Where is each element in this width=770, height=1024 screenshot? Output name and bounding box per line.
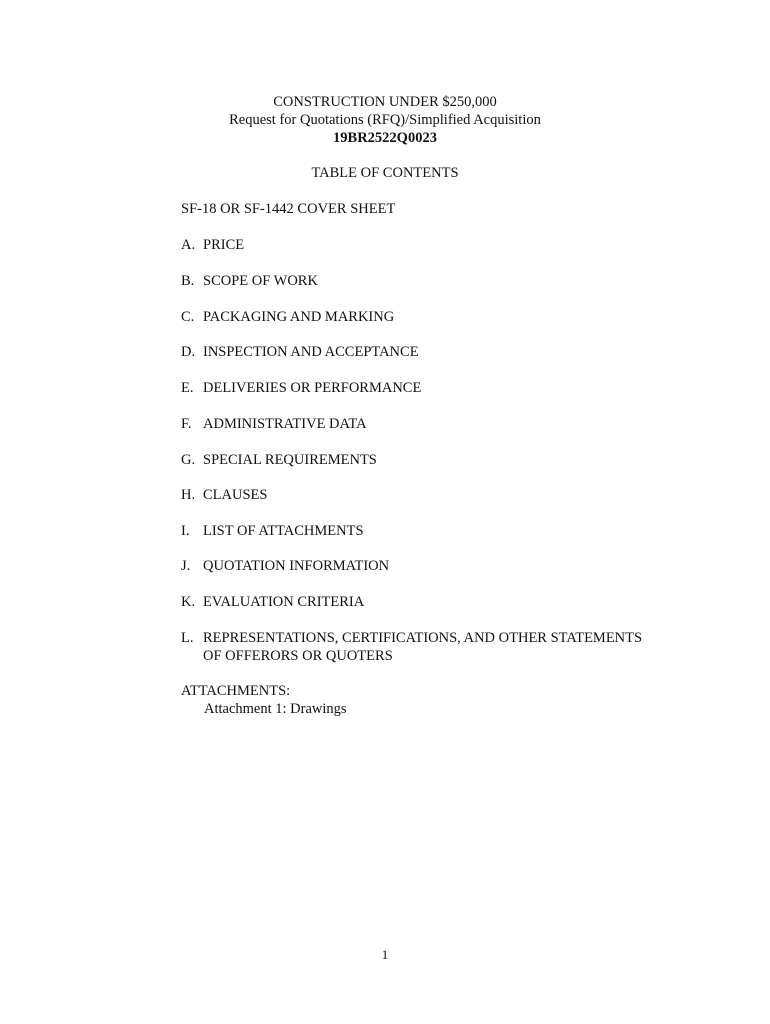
toc-item-k [181, 593, 364, 611]
toc-item-letter: I. [181, 523, 190, 539]
toc-item-title: SCOPE OF WORK [203, 273, 318, 289]
toc-item-title: EVALUATION CRITERIA [203, 594, 365, 610]
toc-item-title: QUOTATION INFORMATION [203, 558, 390, 574]
toc-item-c [181, 308, 394, 326]
toc-item-b [181, 272, 318, 290]
toc-item-h [181, 486, 267, 504]
toc-item-i [181, 522, 364, 540]
toc-item-l [181, 629, 642, 647]
document-title: CONSTRUCTION UNDER $250,000 [273, 94, 497, 110]
toc-item-l-continuation: OF OFFERORS OR QUOTERS [203, 648, 393, 664]
toc-item-title: CLAUSES [203, 487, 268, 503]
toc-item-letter: G. [181, 452, 196, 468]
toc-item-g [181, 451, 377, 469]
toc-item-e [181, 379, 421, 397]
toc-item-letter: C. [181, 309, 195, 325]
toc-item-letter: K. [181, 594, 196, 610]
toc-item-letter: H. [181, 487, 196, 503]
attachment-item: Attachment 1: Drawings [204, 701, 347, 717]
toc-item-letter: F. [181, 416, 192, 432]
toc-item-a [181, 236, 244, 254]
toc-heading: TABLE OF CONTENTS [311, 165, 459, 181]
toc-item-title: LIST OF ATTACHMENTS [203, 523, 364, 539]
toc-item-letter: L. [181, 630, 194, 646]
solicitation-number: 19BR2522Q0023 [333, 130, 437, 146]
toc-item-letter: D. [181, 344, 196, 360]
toc-item-title: PACKAGING AND MARKING [203, 309, 395, 325]
toc-cover-sheet: SF-18 OR SF-1442 COVER SHEET [181, 201, 396, 217]
document-subtitle: Request for Quotations (RFQ)/Simplified Acquisition [229, 112, 541, 128]
toc-item-letter: B. [181, 273, 195, 289]
toc-item-title: SPECIAL REQUIREMENTS [203, 452, 377, 468]
toc-item-title: DELIVERIES OR PERFORMANCE [203, 380, 422, 396]
toc-item-j [181, 557, 389, 575]
attachments-heading: ATTACHMENTS: [181, 683, 291, 699]
toc-item-letter: A. [181, 237, 196, 253]
toc-item-title: INSPECTION AND ACCEPTANCE [203, 344, 419, 360]
toc-item-title: PRICE [203, 237, 245, 253]
toc-item-d [181, 343, 419, 361]
toc-item-title: ADMINISTRATIVE DATA [203, 416, 367, 432]
toc-item-letter: E. [181, 380, 194, 396]
toc-item-letter: J. [181, 558, 191, 574]
page-number: 1 [381, 947, 389, 962]
toc-item-title: REPRESENTATIONS, CERTIFICATIONS, AND OTHER STATEMENTS [203, 630, 643, 646]
toc-item-f [181, 415, 367, 433]
